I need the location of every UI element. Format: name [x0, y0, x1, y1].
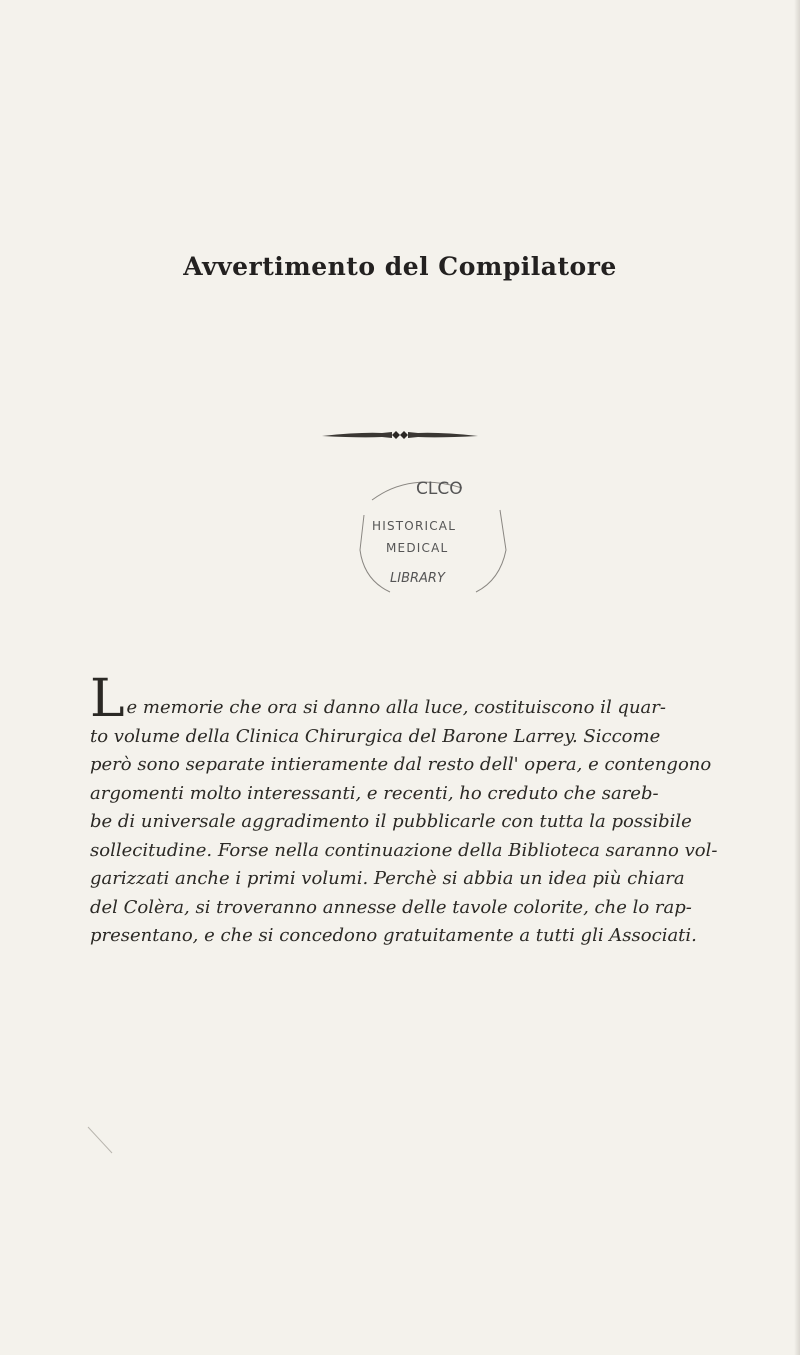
ornament-divider [320, 428, 480, 442]
body-line: to volume della Clinica Chirurgica del Barone Larrey. Siccome [90, 725, 661, 747]
stamp-top-text: CLCO [416, 479, 463, 499]
library-stamp [350, 470, 520, 600]
body-line: sollecitudine. Forse nella continuazione della Biblioteca saranno vol- [90, 839, 718, 861]
stamp-line-historical: HISTORICAL [372, 519, 457, 533]
body-line [90, 669, 745, 729]
page-edge [794, 0, 800, 1355]
body-line-text: e memorie che ora si danno alla luce, costituiscono il quar- [126, 697, 666, 718]
body-line: argomenti molto interessanti, e recenti, ho creduto che sareb- [90, 782, 659, 804]
body-line: del Colèra, si troveranno annesse delle tavole colorite, che lo rap- [90, 896, 692, 918]
drop-cap: L [90, 669, 125, 729]
body-line: però sono separate intieramente dal resto dell' opera, e contengono [90, 754, 712, 775]
body-line: presentano, e che si concedono gratuitamente a tutti gli Associati. [90, 925, 697, 946]
body-line: garizzati anche i primi volumi. Perchè si abbia un idea più chiara [90, 868, 685, 889]
body-line: be di universale aggradimento il pubblicarle con tutta la possibile [90, 811, 692, 832]
stamp-line-medical: MEDICAL [386, 541, 449, 555]
page-title: Avvertimento del Compilatore [183, 252, 617, 281]
stamp-bottom-text: LIBRARY [390, 571, 445, 586]
body-paragraph [90, 669, 745, 951]
pencil-mark [86, 1125, 116, 1155]
